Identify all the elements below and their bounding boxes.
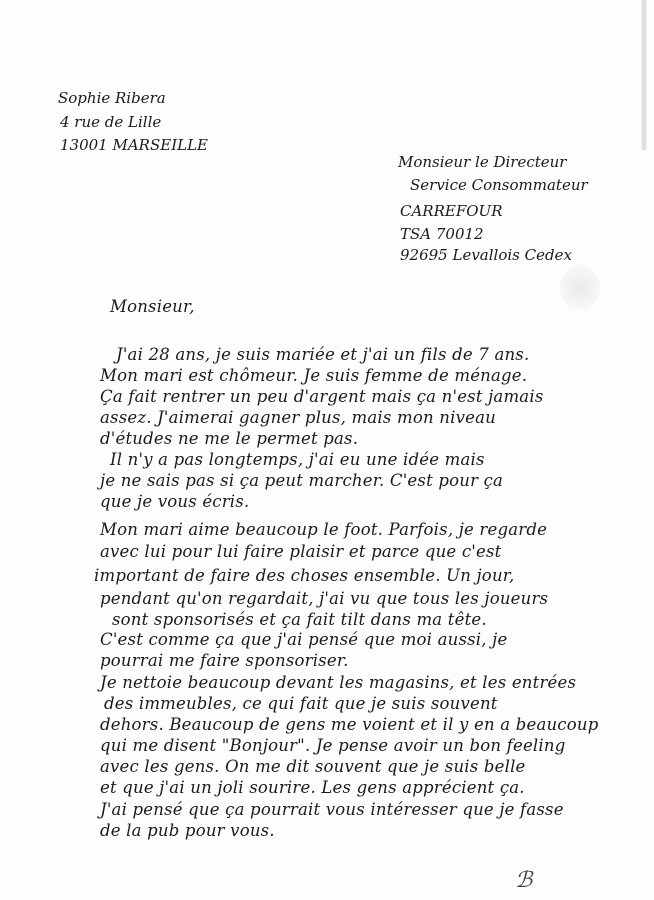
body-line: Il n'y a pas longtemps, j'ai eu une idée mais — [110, 450, 485, 469]
body-line: C'est comme ça que j'ai pensé que moi aussi, je — [100, 630, 508, 649]
body-line: je ne sais pas si ça peut marcher. C'est pour ça — [100, 471, 504, 490]
recipient-title: Monsieur le Directeur — [398, 153, 567, 171]
body-line: pourrai me faire sponsoriser. — [100, 651, 349, 670]
body-line: sont sponsorisés et ça fait tilt dans ma tête. — [112, 610, 487, 629]
body-line: des immeubles, ce qui fait que je suis souvent — [104, 694, 498, 713]
scribble-mark: ℬ — [515, 868, 533, 893]
salutation: Monsieur, — [110, 297, 195, 316]
body-line: Je nettoie beaucoup devant les magasins, et les entrées — [100, 673, 577, 692]
body-line: que je vous écris. — [100, 492, 250, 511]
body-line: Ça fait rentrer un peu d'argent mais ça n'est jamais — [100, 387, 544, 406]
body-line: avec les gens. On me dit souvent que je suis belle — [100, 757, 526, 776]
sender-name: Sophie Ribera — [58, 89, 166, 107]
body-line: dehors. Beaucoup de gens me voient et il y en a beaucoup — [100, 715, 599, 734]
recipient-city: 92695 Levallois Cedex — [400, 246, 572, 264]
body-line: pendant qu'on regardait, j'ai vu que tous les joueurs — [100, 589, 549, 608]
body-line: J'ai pensé que ça pourrait vous intéresser que je fasse — [100, 800, 564, 819]
body-line: qui me disent "Bonjour". Je pense avoir un bon feeling — [100, 736, 566, 755]
body-line: J'ai 28 ans, je suis mariée et j'ai un fils de 7 ans. — [116, 345, 530, 364]
sender-city: 13001 MARSEILLE — [60, 136, 208, 154]
body-line: de la pub pour vous. — [100, 821, 275, 840]
paper-smudge — [560, 265, 600, 310]
recipient-service: Service Consommateur — [410, 176, 588, 194]
body-line: important de faire des choses ensemble. Un jour, — [94, 566, 515, 585]
body-line: Mon mari aime beaucoup le foot. Parfois, je regarde — [100, 520, 548, 539]
body-line: avec lui pour lui faire plaisir et parce que c'est — [100, 542, 502, 561]
body-line: d'études ne me le permet pas. — [100, 429, 359, 448]
recipient-box: TSA 70012 — [400, 225, 484, 243]
body-line: et que j'ai un joli sourire. Les gens apprécient ça. — [100, 778, 525, 797]
recipient-company: CARREFOUR — [400, 202, 503, 220]
staple-mark — [641, 0, 647, 150]
body-line: assez. J'aimerai gagner plus, mais mon niveau — [100, 408, 496, 427]
sender-street: 4 rue de Lille — [60, 113, 162, 131]
body-line: Mon mari est chômeur. Je suis femme de ménage. — [100, 366, 528, 385]
